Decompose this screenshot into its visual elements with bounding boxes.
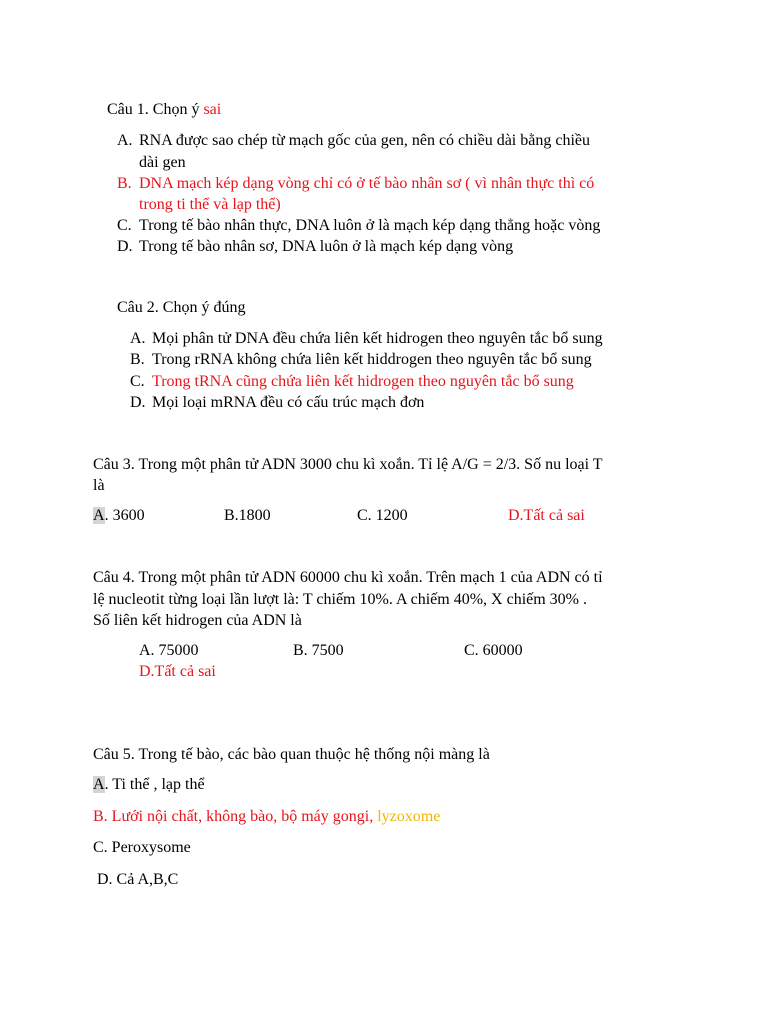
q2-option-c: C. Trong tRNA cũng chứa liên kết hidrogen theo nguyên tắc bổ sung <box>130 373 574 390</box>
q1-option-b-cont: trong ti thể và lạp thể) <box>139 196 281 213</box>
q1-option-a: A. RNA được sao chép từ mạch gốc của gen, nên có chiều dài bằng chiều <box>117 132 590 149</box>
q5-option-a-letter: A <box>93 776 105 793</box>
q2-option-b: B. Trong rRNA không chứa liên kết hiddrogen theo nguyên tắc bổ sung <box>130 351 592 368</box>
q1-option-c: C. Trong tế bào nhân thực, DNA luôn ở là mạch kép dạng thẳng hoặc vòng <box>117 217 601 234</box>
q1-keyword: sai <box>203 101 222 118</box>
q3-question-line-2: là <box>93 477 105 494</box>
q1-option-d: D. Trong tế bào nhân sơ, DNA luôn ở là mạch kép dạng vòng <box>117 238 514 255</box>
q4-option-a: A. 75000 <box>139 642 199 659</box>
q4-question-line-1: Câu 4. Trong một phân tử ADN 60000 chu kì xoắn. Trên mạch 1 của ADN có tỉ <box>93 569 603 586</box>
q3-option-a: A. 3600 <box>93 507 145 524</box>
q2-title: Câu 2. Chọn ý đúng <box>117 299 246 316</box>
q4-option-d: D.Tất cả sai <box>139 663 216 680</box>
q4-question-line-3: Số liên kết hidrogen của ADN là <box>93 612 302 629</box>
q5-option-b: B. Lưới nội chất, không bào, bộ máy gongi, lyzoxome <box>93 808 441 825</box>
q3-question-line-1: Câu 3. Trong một phân tử ADN 3000 chu kì xoắn. Tỉ lệ A/G = 2/3. Số nu loại T <box>93 456 603 473</box>
q1-option-a-cont: dài gen <box>139 154 186 171</box>
q3-option-a-letter: A <box>93 507 105 524</box>
q3-option-d: D.Tất cả sai <box>508 507 585 524</box>
q1-title: Câu 1. Chọn ý sai <box>107 101 222 118</box>
q3-option-b: B.1800 <box>224 507 271 524</box>
q2-option-a: A. Mọi phân tử DNA đều chứa liên kết hidrogen theo nguyên tắc bổ sung <box>130 330 603 347</box>
q2-option-d: D. Mọi loại mRNA đều có cấu trúc mạch đơn <box>130 394 425 411</box>
q5-title: Câu 5. Trong tế bào, các bào quan thuộc hệ thống nội màng là <box>93 746 490 763</box>
q1-option-b: B. DNA mạch kép dạng vòng chỉ có ở tế bào nhân sơ ( vì nhân thực thì có <box>117 175 595 192</box>
q5-option-c: C. Peroxysome <box>93 839 191 856</box>
q5-option-a: A. Ti thể , lạp thể <box>93 776 205 793</box>
q4-option-c: C. 60000 <box>464 642 523 659</box>
q5-option-b-highlight: lyzoxome <box>377 808 441 825</box>
q4-option-b: B. 7500 <box>293 642 344 659</box>
q4-question-line-2: lệ nucleotit từng loại lần lượt là: T chiếm 10%. A chiếm 40%, X chiếm 30% . <box>93 591 588 608</box>
q5-option-d: D. Cả A,B,C <box>97 871 179 888</box>
q3-option-c: C. 1200 <box>357 507 408 524</box>
